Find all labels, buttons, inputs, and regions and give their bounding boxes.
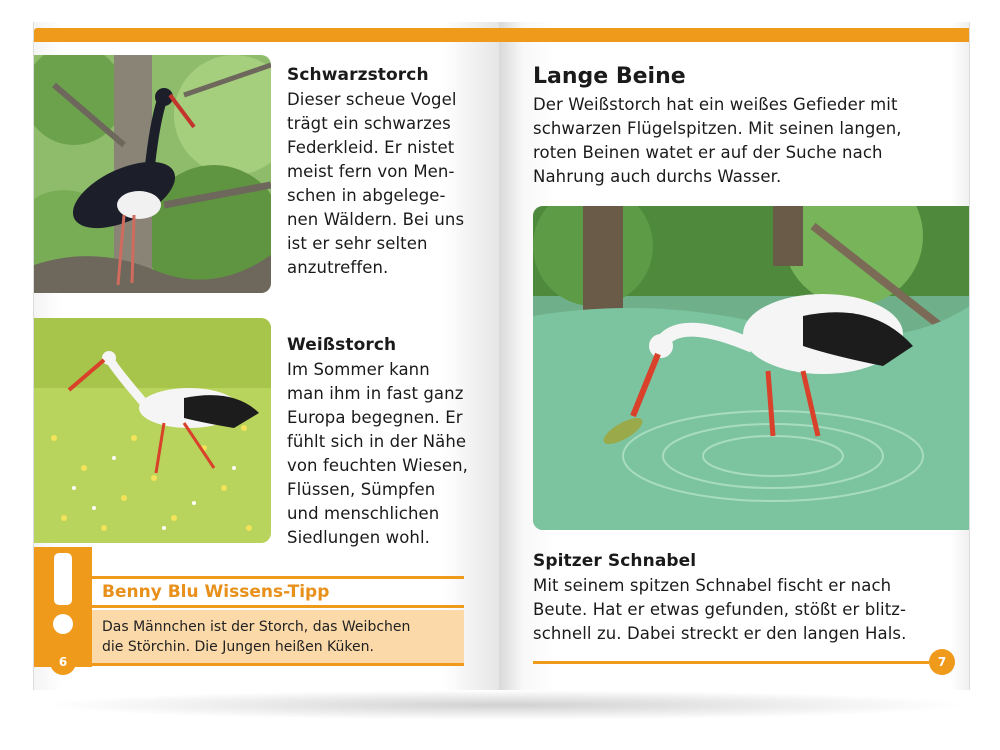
top-accent-bar <box>34 28 499 42</box>
page-number: 7 <box>929 649 955 675</box>
white-stork-fishing-illustration <box>533 206 970 530</box>
page-title: Lange Beine <box>533 64 686 89</box>
top-accent-bar <box>499 28 970 42</box>
tip-body: Das Männchen ist der Storch, das Weibchen die Störchin. Die Jungen heißen Küken. <box>92 610 464 666</box>
section-body: Dieser scheue Vogel trägt ein schwarzes Federkleid. Er nistet meist fern von Men- schen in abgelege- nen Wäldern. Bei uns ist er sehr selten anzutreffen. <box>287 90 465 277</box>
book-shadow <box>40 690 970 720</box>
intro-text <box>533 93 963 189</box>
section-heading: Weißstorch <box>287 335 397 355</box>
black-stork-illustration <box>34 55 271 293</box>
bottom-accent-line <box>533 661 929 664</box>
page-number: 6 <box>50 649 76 675</box>
tip-title: Benny Blu Wissens-Tipp <box>102 582 330 602</box>
tip-header <box>92 576 464 608</box>
section-heading: Spitzer Schnabel <box>533 551 697 571</box>
left-page <box>33 22 499 690</box>
section-body: Im Sommer kann man ihm in fast ganz Europa begegnen. Er fühlt sich in der Nähe von feuchten Wiesen, Flüssen, Sümpfen und menschlichen Siedlungen wohl. <box>287 360 468 547</box>
white-stork-meadow-illustration <box>34 318 271 543</box>
section-heading: Schwarzstorch <box>287 65 429 85</box>
section-body: Mit seinem spitzen Schnabel fischt er nach Beute. Hat er etwas gefunden, stößt er blitz- schnell zu. Dabei streckt er den langen Hals. <box>533 576 907 643</box>
intro-body: Der Weißstorch hat ein weißes Gefieder mit schwarzen Flügelspitzen. Mit seinen langen, roten Beinen watet er auf der Suche nach Nahrung auch durchs Wasser. <box>533 95 902 186</box>
right-page <box>499 22 970 690</box>
black-stork-section <box>287 62 497 280</box>
white-stork-section <box>287 332 497 550</box>
beak-section <box>533 548 963 646</box>
